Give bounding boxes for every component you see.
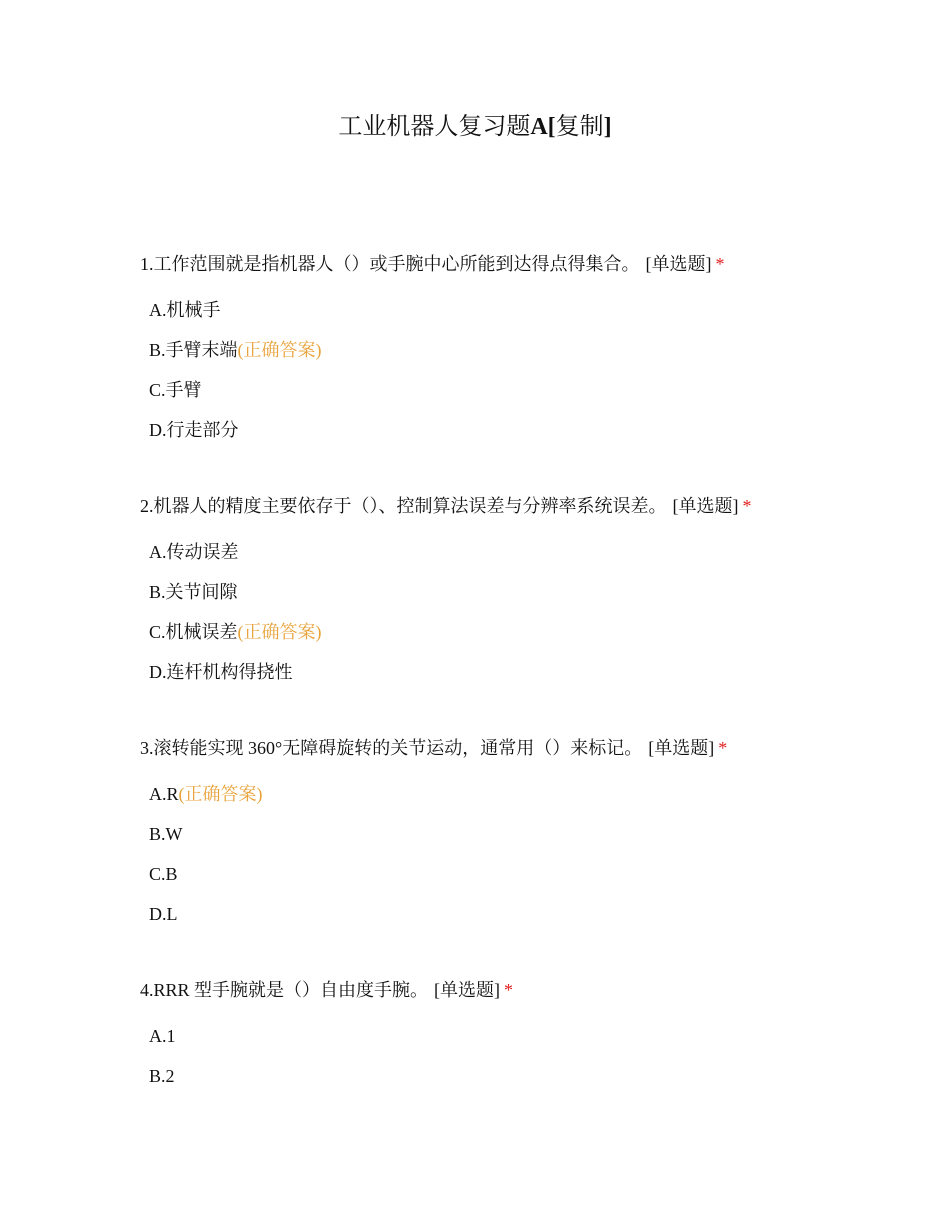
option-a[interactable] [149,1023,920,1063]
option-d[interactable] [149,659,920,699]
option-label: B.2 [149,1066,175,1086]
question-number: 1. [140,254,154,274]
option-a[interactable] [149,781,920,821]
question-text-row [140,251,920,277]
required-mark: * [715,254,725,274]
option-b[interactable] [149,1063,920,1103]
question-text-row [140,493,920,519]
option-label: B.W [149,824,183,844]
question-type: [单选题] [648,738,715,758]
option-label: B.手臂末端 [149,340,238,360]
option-label: D.连杆机构得挠性 [149,662,293,682]
title-middle: 复制 [555,114,604,140]
option-a[interactable] [149,539,920,579]
option-b[interactable] [149,337,920,377]
option-a[interactable] [149,297,920,337]
question-type: [单选题] [434,980,501,1000]
question-text: 机器人的精度主要依存于（）、控制算法误差与分辨率系统误差。 [153,496,667,516]
option-label: D.L [149,904,178,924]
title-end-bold: ] [603,114,612,140]
required-mark: * [742,496,752,516]
question-3 [140,735,920,941]
question-text: 工作范围就是指机器人（）或手腕中心所能到达得点得集合。 [153,254,640,274]
option-label: A.机械手 [149,300,221,320]
option-b[interactable] [149,821,920,861]
option-list [149,1023,920,1103]
question-1 [140,251,920,457]
title-suffix-bold: A[ [530,114,556,140]
option-list [149,539,920,699]
title-main: 工业机器人复习题 [338,114,531,140]
option-label: C.B [149,864,178,884]
option-label: D.行走部分 [149,420,239,440]
option-c[interactable] [149,861,920,901]
question-number: 4. [140,980,154,1000]
option-label: A.传动误差 [149,542,239,562]
question-text: RRR 型手腕就是（）自由度手腕。 [153,980,429,1000]
option-label: A.R [149,784,179,804]
option-list [149,297,920,457]
option-d[interactable] [149,417,920,457]
question-type: [单选题] [645,254,712,274]
option-label: B.关节间隙 [149,582,238,602]
question-text: 滚转能实现 360°无障碍旋转的关节运动，通常用（）来标记。 [153,738,643,758]
option-label: C.机械误差 [149,622,238,642]
required-mark: * [504,980,514,1000]
question-number: 3. [140,738,154,758]
required-mark: * [718,738,728,758]
option-c[interactable] [149,377,920,417]
question-number: 2. [140,496,154,516]
correct-answer-tag: (正确答案) [237,622,322,642]
question-text-row [140,735,920,761]
question-type: [单选题] [672,496,739,516]
question-2 [140,493,920,699]
option-label: A.1 [149,1026,176,1046]
option-d[interactable] [149,901,920,941]
option-b[interactable] [149,579,920,619]
question-4 [140,977,920,1103]
option-list [149,781,920,941]
option-label: C.手臂 [149,380,202,400]
correct-answer-tag: (正确答案) [237,340,322,360]
option-c[interactable] [149,619,920,659]
document-title [0,110,950,144]
question-text-row [140,977,920,1003]
correct-answer-tag: (正确答案) [178,784,263,804]
